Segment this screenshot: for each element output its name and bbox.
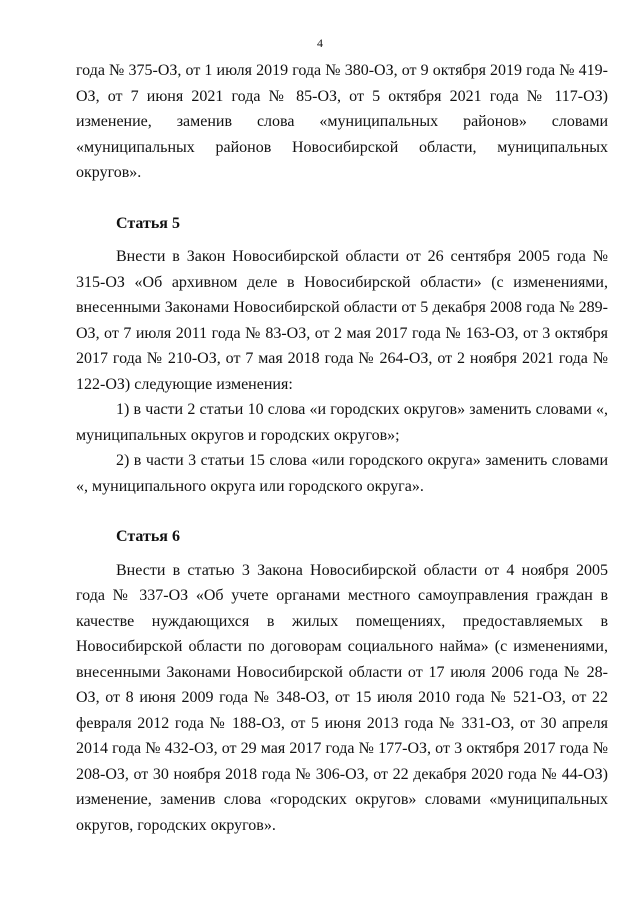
article-5-item-2: 2) в части 3 статьи 15 слова «или городского округа» заменить словами «, муниципального округа или городского округа». bbox=[76, 452, 608, 495]
article-5-item-1: 1) в части 2 статьи 10 слова «и городских округов» заменить словами «, муниципальных округов и городских округов»; bbox=[76, 401, 608, 444]
document-body bbox=[76, 58, 608, 838]
page-number: 4 bbox=[317, 36, 323, 50]
continuation-paragraph: года № 375-ОЗ, от 1 июля 2019 года № 380-ОЗ, от 9 октября 2019 года № 419-ОЗ, от 7 июня 2021 года № 85-ОЗ, от 5 октября 2021 года № 117-ОЗ) изменение, заменив слова «муниципальных районов» словами «муниципальных районов Новосибирской области, муниципальных округов». bbox=[76, 62, 608, 181]
article-5-heading: Статья 5 bbox=[116, 214, 180, 232]
article-5-intro: Внести в Закон Новосибирской области от 26 сентября 2005 года № 315-ОЗ «Об архивном деле в Новосибирской области» (с изменениями, внесенными Законами Новосибирской области от 5 декабря 2008 года № 289-ОЗ, от 7 июля 2011 года № 83-ОЗ, от 2 мая 2017 года № 163-ОЗ, от 3 октября 2017 года № 210-ОЗ, от 7 мая 2018 года № 264-ОЗ, от 2 ноября 2021 года № 122-ОЗ) следующие изменения: bbox=[76, 248, 608, 393]
article-6-body: Внести в статью 3 Закона Новосибирской области от 4 ноября 2005 года № 337-ОЗ «Об учете органами местного самоуправления граждан в качестве нуждающихся в жилых помещениях, предоставляемых в Новосибирской области по договорам социального найма» (с изменениями, внесенными Законами Новосибирской области от 17 июля 2006 года № 28-ОЗ, от 8 июня 2009 года № 348-ОЗ, от 15 июля 2010 года № 521-ОЗ, от 22 февраля 2012 года № 188-ОЗ, от 5 июня 2013 года № 331-ОЗ, от 30 апреля 2014 года № 432-ОЗ, от 29 мая 2017 года № 177-ОЗ, от 3 октября 2017 года № 208-ОЗ, от 30 ноября 2018 года № 306-ОЗ, от 22 декабря 2020 года № 44-ОЗ) изменение, заменив слова «городских округов» словами «муниципальных округов, городских округов». bbox=[76, 561, 608, 834]
article-6-heading: Статья 6 bbox=[116, 528, 180, 545]
